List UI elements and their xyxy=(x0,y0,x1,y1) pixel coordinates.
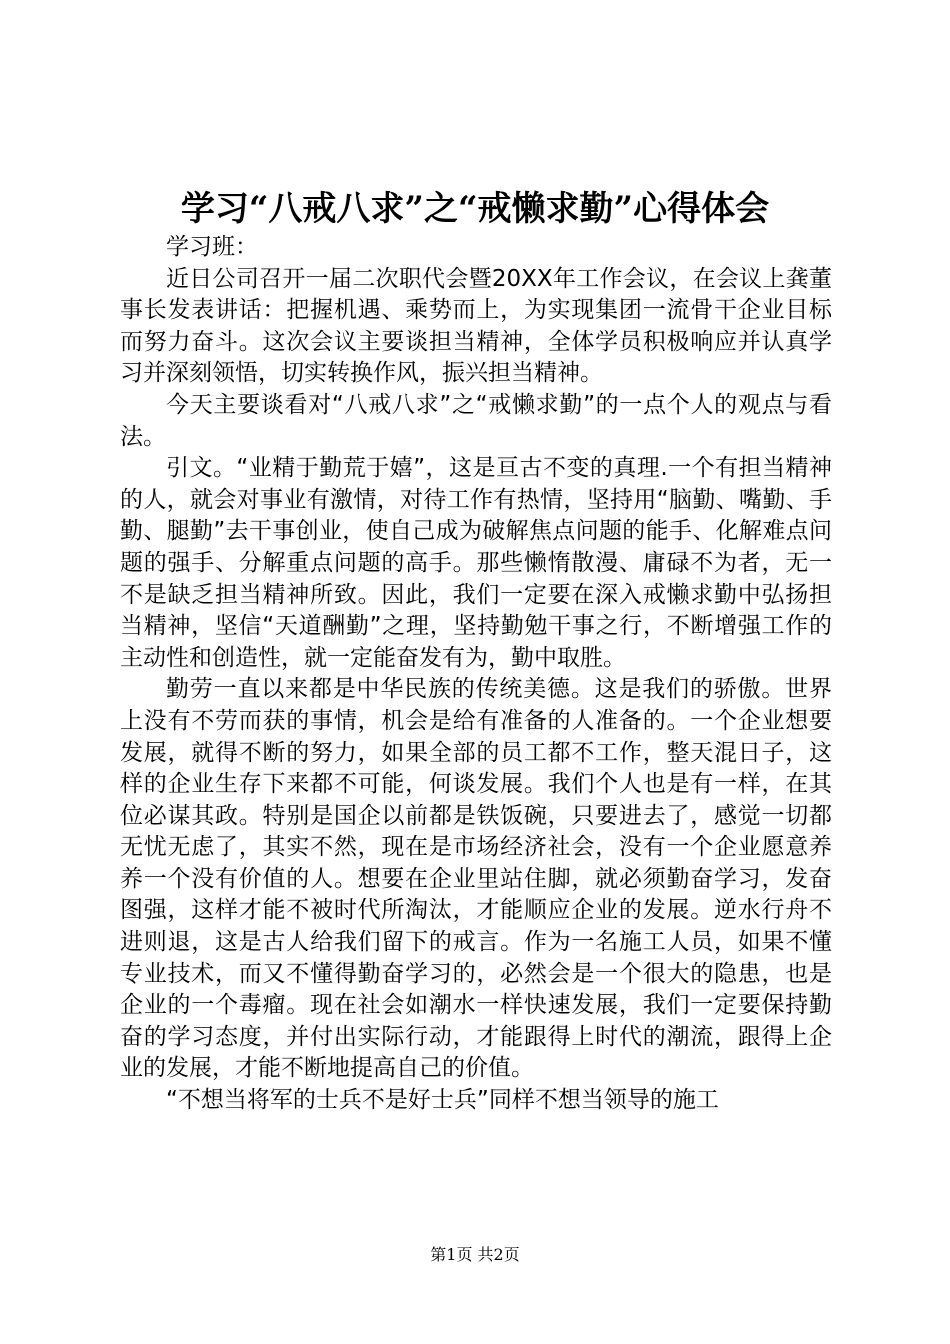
page-number: 第1页 共2页 xyxy=(430,1245,520,1264)
body-paragraph: 近日公司召开一届二次职代会暨20XX年工作会议，在会议上龚董事长发表讲话：把握机遇、乘势而上，为实现集团一流骨干企业目标而努力奋斗。这次会议主要谈担当精神，全体学员积极响应并认真学习并深刻领悟，切实转换作风，振兴担当精神。 xyxy=(120,265,832,387)
body-paragraph: 引文。“业精于勤荒于嬉”，这是亘古不变的真理.一个有担当精神的人，就会对事业有激情，对待工作有热情，坚持用“脑勤、嘴勤、手勤、腿勤”去干事创业，使自己成为破解焦点问题的能手、化解难点问题的强手、分解重点问题的高手。那些懒惰散漫、庸碌不为者，无一不是缺乏担当精神所致。因此，我们一定要在深入戒懒求勤中弘扬担当精神，坚信“天道酬勤”之理，坚持勤勉干事之行，不断增强工作的主动性和创造性，就一定能奋发有为，勤中取胜。 xyxy=(120,455,832,671)
document-title: 学习“八戒八求”之“戒懒求勤”心得体会 xyxy=(180,189,770,229)
salutation: 学习班： xyxy=(166,234,258,260)
body-paragraph: “不想当将军的士兵不是好士兵”同样不想当领导的施工 xyxy=(166,1087,719,1114)
body-paragraph: 今天主要谈看对“八戒八求”之“戒懒求勤”的一点个人的观点与看法。 xyxy=(120,391,832,450)
body-paragraph: 勤劳一直以来都是中华民族的传统美德。这是我们的骄傲。世界上没有不劳而获的事情，机会是给有准备的人准备的。一个企业想要发展，就得不断的努力，如果全部的员工都不工作，整天混日子，这样的企业生存下来都不可能，何谈发展。我们个人也是有一样，在其位必谋其政。特别是国企以前都是铁饭碗，只要进去了，感觉一切都无忧无虑了，其实不然，现在是市场经济社会，没有一个企业愿意养养一个没有价值的人。想要在企业里站住脚，就必须勤奋学习，发奋图强，这样才能不被时代所淘汰，才能顺应企业的发展。逆水行舟不进则退，这是古人给我们留下的戒言。作为一名施工人员，如果不懂专业技术，而又不懂得勤奋学习的，必然会是一个很大的隐患，也是企业的一个毒瘤。现在社会如潮水一样快速发展，我们一定要保持勤奋的学习态度，并付出实际行动，才能跟得上时代的潮流，跟得上企业的发展，才能不断地提高自己的价值。 xyxy=(120,676,832,1082)
document-body xyxy=(120,232,832,1117)
